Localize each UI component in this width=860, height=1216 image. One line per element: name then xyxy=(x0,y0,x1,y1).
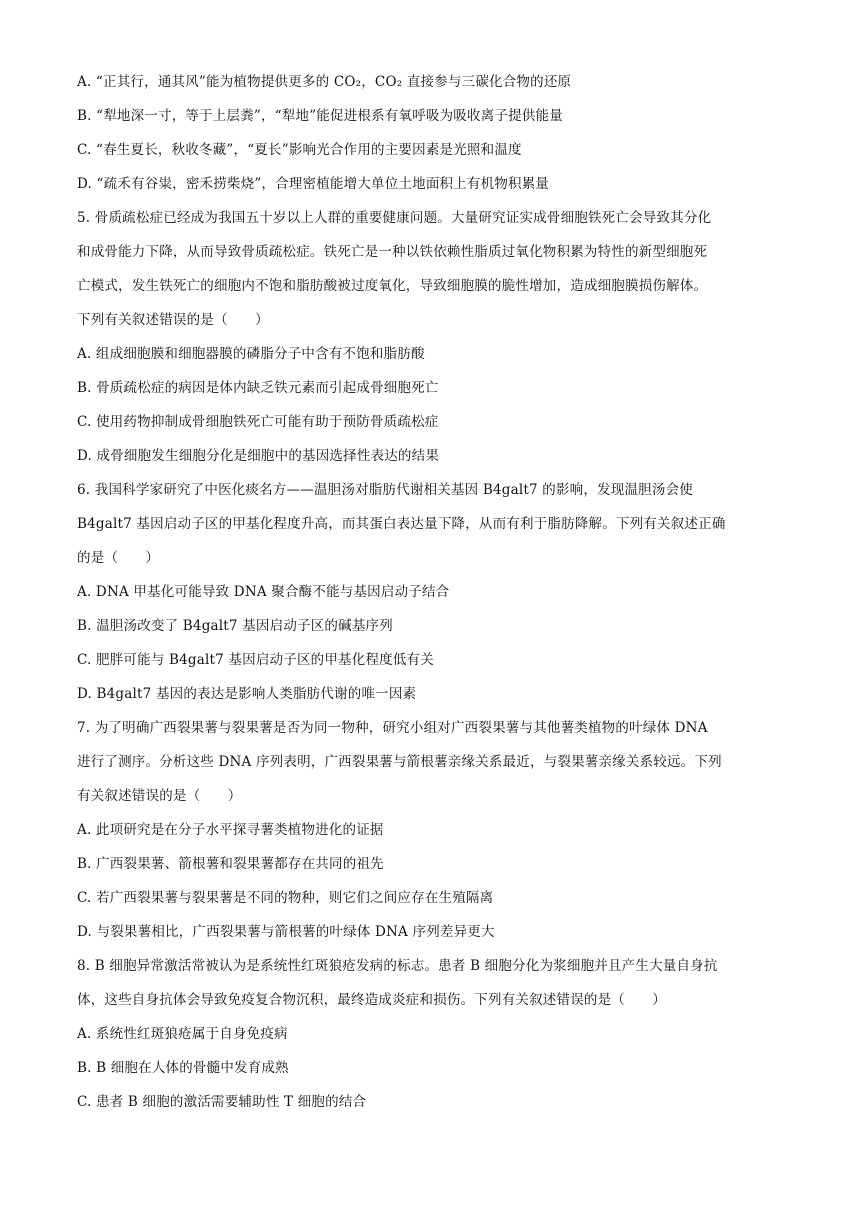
question-6-line-2: B4galt7 基因启动子区的甲基化程度升高，而其蛋白表达量下降，从而有利于脂肪降解。下列有关叙述正确 xyxy=(77,516,726,532)
option-5b: B. 骨质疏松症的病因是体内缺乏铁元素而引起成骨细胞死亡 xyxy=(77,380,439,396)
question-5-line-3: 亡模式，发生铁死亡的细胞内不饱和脂肪酸被过度氧化，导致细胞膜的脆性增加，造成细胞膜损伤解体。 xyxy=(77,278,708,294)
option-7d: D. 与裂果薯相比，广西裂果薯与箭根薯的叶绿体 DNA 序列差异更大 xyxy=(77,924,495,940)
question-7-line-2: 进行了测序。分析这些 DNA 序列表明，广西裂果薯与箭根薯亲缘关系最近，与裂果薯亲缘关系较远。下列 xyxy=(77,754,722,770)
option-8b: B. B 细胞在人体的骨髓中发育成熟 xyxy=(77,1060,289,1076)
option-4a: A. “正其行，通其风”能为植物提供更多的 CO₂，CO₂ 直接参与三碳化合物的还原 xyxy=(77,74,572,90)
option-7b: B. 广西裂果薯、箭根薯和裂果薯都存在共同的祖先 xyxy=(77,856,384,872)
option-4b: B. “犁地深一寸，等于上层粪”，“犁地”能促进根系有氧呼吸为吸收离子提供能量 xyxy=(77,108,563,124)
question-5-line-2: 和成骨能力下降，从而导致骨质疏松症。铁死亡是一种以铁依赖性脂质过氧化物积累为特性的新型细胞死 xyxy=(77,244,708,260)
option-6c: C. 肥胖可能与 B4galt7 基因启动子区的甲基化程度低有关 xyxy=(77,652,434,668)
option-8a: A. 系统性红斑狼疮属于自身免疫病 xyxy=(77,1026,288,1042)
option-6d: D. B4galt7 基因的表达是影响人类脂肪代谢的唯一因素 xyxy=(77,686,417,702)
option-7c: C. 若广西裂果薯与裂果薯是不同的物种，则它们之间应存在生殖隔离 xyxy=(77,890,494,906)
option-5c: C. 使用药物抑制成骨细胞铁死亡可能有助于预防骨质疏松症 xyxy=(77,414,439,430)
option-6a: A. DNA 甲基化可能导致 DNA 聚合酶不能与基因启动子结合 xyxy=(77,584,450,600)
option-5d: D. 成骨细胞发生细胞分化是细胞中的基因选择性表达的结果 xyxy=(77,448,440,464)
question-6-line-1: 6. 我国科学家研究了中医化痰名方——温胆汤对脂肪代谢相关基因 B4galt7 的影响，发现温胆汤会使 xyxy=(77,482,693,498)
option-4c: C. “春生夏长，秋收冬藏”，“夏长”影响光合作用的主要因素是光照和温度 xyxy=(77,142,522,158)
question-7-line-3: 有关叙述错误的是（ ） xyxy=(77,788,242,804)
option-8c: C. 患者 B 细胞的激活需要辅助性 T 细胞的结合 xyxy=(77,1094,367,1110)
question-6-line-3: 的是（ ） xyxy=(77,550,160,566)
question-8-line-2: 体，这些自身抗体会导致免疫复合物沉积，最终造成炎症和损伤。下列有关叙述错误的是（ ） xyxy=(77,992,667,1008)
option-4d: D. “疏禾有谷粜，密禾捞柴烧”，合理密植能增大单位土地面积上有机物积累量 xyxy=(77,176,550,192)
option-6b: B. 温胆汤改变了 B4galt7 基因启动子区的碱基序列 xyxy=(77,618,393,634)
option-7a: A. 此项研究是在分子水平探寻薯类植物进化的证据 xyxy=(77,822,384,838)
question-5-line-4: 下列有关叙述错误的是（ ） xyxy=(77,312,269,328)
question-7-line-1: 7. 为了明确广西裂果薯与裂果薯是否为同一物种，研究小组对广西裂果薯与其他薯类植物的叶绿体 DNA xyxy=(77,720,708,736)
option-5a: A. 组成细胞膜和细胞器膜的磷脂分子中含有不饱和脂肪酸 xyxy=(77,346,425,362)
question-5-line-1: 5. 骨质疏松症已经成为我国五十岁以上人群的重要健康问题。大量研究证实成骨细胞铁死亡会导致其分化 xyxy=(77,210,712,226)
question-8-line-1: 8. B 细胞异常激活常被认为是系统性红斑狼疮发病的标志。患者 B 细胞分化为浆细胞并且产生大量自身抗 xyxy=(77,958,718,974)
